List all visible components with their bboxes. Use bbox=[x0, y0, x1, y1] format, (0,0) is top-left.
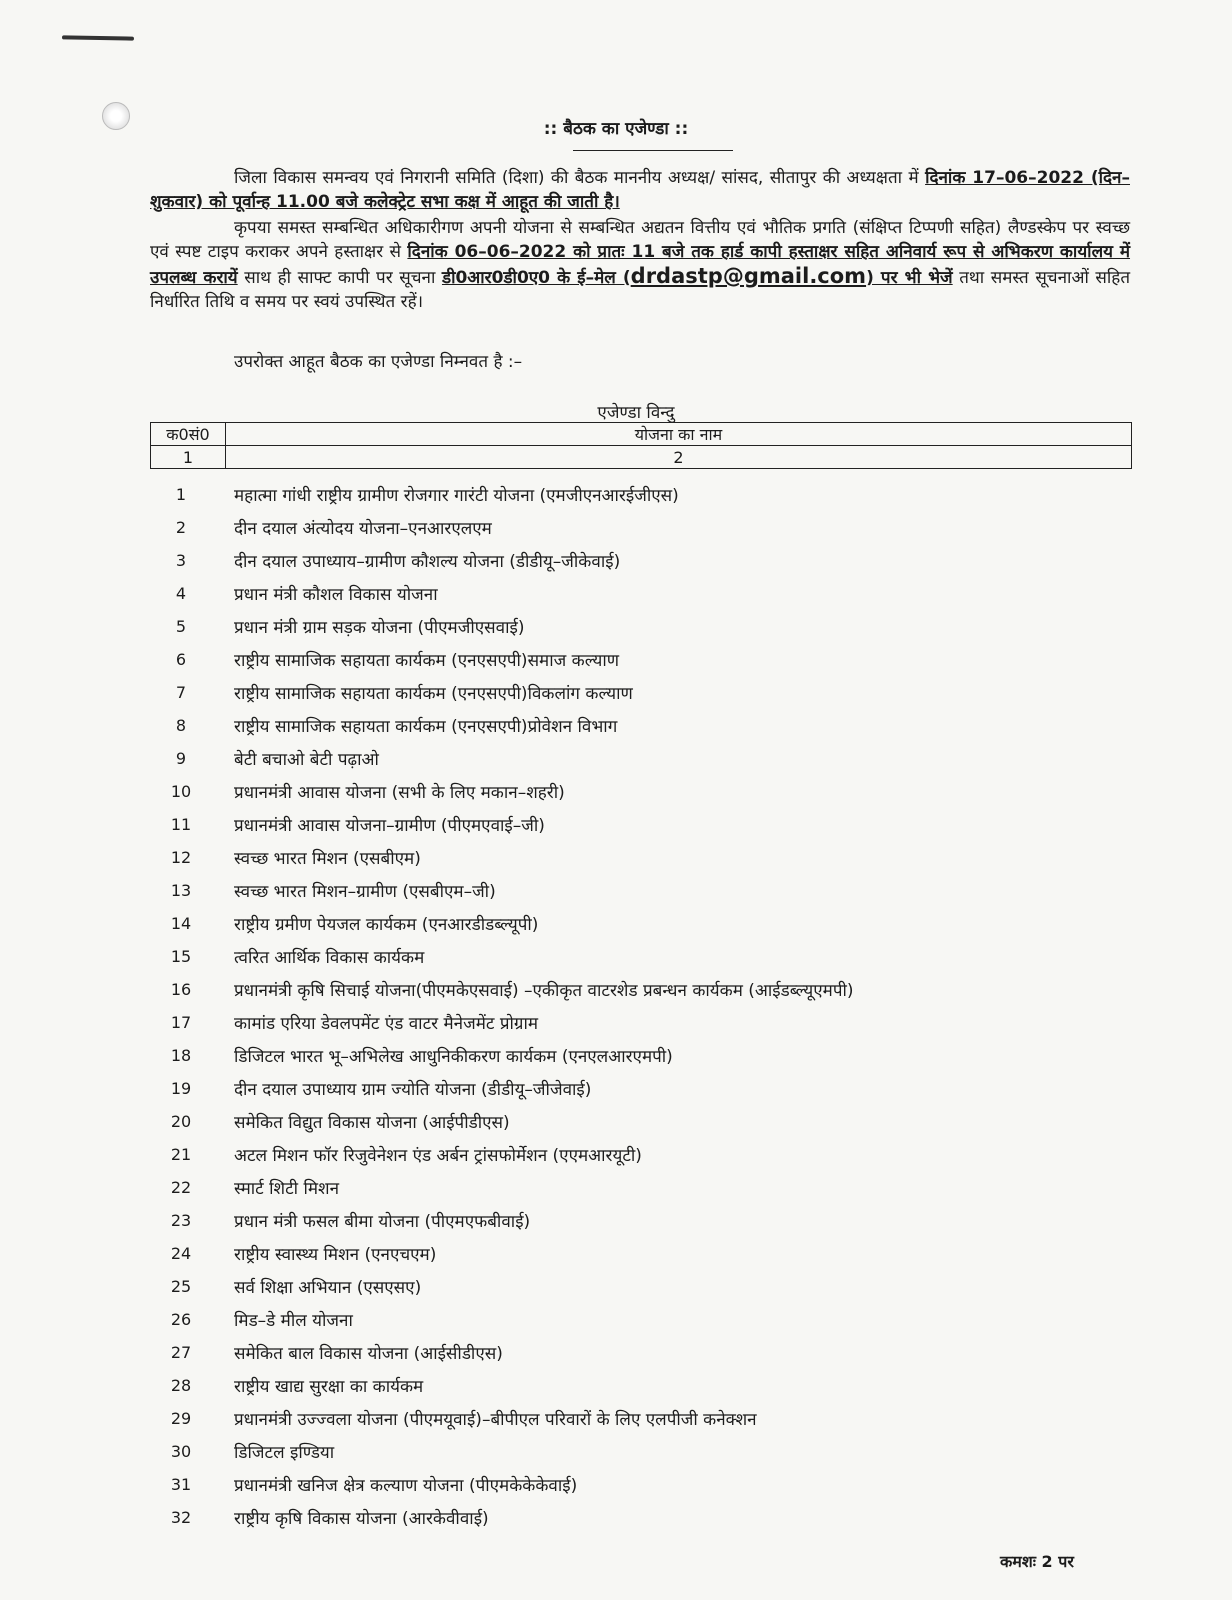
list-item bbox=[150, 742, 1130, 775]
item-name: अटल मिशन फॉर रिजुवेनेशन एंड अर्बन ट्रांसफोर्मेशन (एएमआरयूटी) bbox=[234, 1146, 642, 1166]
item-number: 10 bbox=[170, 782, 192, 801]
instruction-text-b: साथ ही साफ्ट कापी पर सूचना bbox=[237, 268, 442, 288]
item-number: 19 bbox=[170, 1079, 192, 1098]
item-name: समेकित विद्युत विकास योजना (आईपीडीएस) bbox=[234, 1113, 510, 1133]
email-prefix: डी0आर0डी0ए0 के ई–मेल ( bbox=[441, 268, 631, 288]
item-number: 2 bbox=[175, 518, 187, 537]
item-number: 11 bbox=[170, 815, 192, 834]
list-item bbox=[150, 841, 1130, 874]
list-item bbox=[150, 544, 1130, 577]
agenda-heading-text: एजेण्डा विन्दु bbox=[597, 403, 675, 423]
list-item bbox=[150, 478, 1130, 511]
item-number: 25 bbox=[170, 1277, 192, 1296]
item-name: प्रधानमंत्री आवास योजना–ग्रामीण (पीएमएवाई–जी) bbox=[234, 816, 545, 836]
page-title: :: बैठक का एजेण्डा :: bbox=[543, 119, 689, 139]
item-number: 26 bbox=[170, 1310, 192, 1329]
item-name: राष्ट्रीय ग्रमीण पेयजल कार्यकम (एनआरडीडब्ल्यूपी) bbox=[234, 915, 539, 935]
list-item bbox=[150, 1468, 1130, 1501]
list-item bbox=[150, 1237, 1130, 1270]
list-item bbox=[150, 610, 1130, 643]
col-scheme-header: योजना का नाम bbox=[226, 423, 1132, 446]
item-name: राष्ट्रीय कृषि विकास योजना (आरकेवीवाई) bbox=[234, 1509, 489, 1529]
item-number: 30 bbox=[170, 1442, 192, 1461]
list-item bbox=[150, 643, 1130, 676]
item-number: 6 bbox=[175, 650, 187, 669]
list-item bbox=[150, 1072, 1130, 1105]
item-number: 15 bbox=[170, 947, 192, 966]
item-name: स्मार्ट शिटी मिशन bbox=[234, 1179, 340, 1199]
email-suffix: ) पर भी भेजें bbox=[866, 268, 953, 288]
list-item bbox=[150, 511, 1130, 544]
scan-pen-mark bbox=[62, 35, 134, 40]
item-number: 28 bbox=[170, 1376, 192, 1395]
item-name: राष्ट्रीय सामाजिक सहायता कार्यकम (एनएसएपी)समाज कल्याण bbox=[234, 651, 620, 671]
item-number: 14 bbox=[170, 914, 192, 933]
item-name: स्वच्छ भारत मिशन (एसबीएम) bbox=[234, 849, 421, 869]
list-item bbox=[150, 1039, 1130, 1072]
list-item bbox=[150, 1336, 1130, 1369]
col-serial-header: क0सं0 bbox=[151, 423, 226, 446]
item-name: डिजिटल भारत भू–अभिलेख आधुनिकीकरण कार्यकम (एनएलआरएमपी) bbox=[234, 1047, 673, 1067]
list-item bbox=[150, 940, 1130, 973]
item-name: प्रधानमंत्री उज्ज्वला योजना (पीएमयूवाई)–बीपीएल परिवारों के लिए एलपीजी कनेक्शन bbox=[234, 1410, 757, 1430]
list-item bbox=[150, 874, 1130, 907]
item-name: सर्व शिक्षा अभियान (एसएसए) bbox=[234, 1278, 422, 1298]
agenda-heading bbox=[0, 400, 1232, 423]
item-number: 21 bbox=[170, 1145, 192, 1164]
item-number: 17 bbox=[170, 1013, 192, 1032]
item-number: 4 bbox=[175, 584, 187, 603]
item-name: प्रधान मंत्री ग्राम सड़क योजना (पीएमजीएसवाई) bbox=[234, 618, 525, 638]
list-item bbox=[150, 577, 1130, 610]
agenda-table-header bbox=[150, 422, 1132, 469]
deadline-text: दिनांक 06–06–2022 को प्रातः 11 बजे तक हार्ड कापी हस्ताक्षर सहित अनिवार्य रूप से अभिकरण कार्यालय में उपलब्ध करायें bbox=[150, 242, 1131, 288]
list-item bbox=[150, 1501, 1130, 1534]
item-name: बेटी बचाओ बेटी पढ़ाओ bbox=[234, 750, 379, 770]
list-item bbox=[150, 808, 1130, 841]
item-name: डिजिटल इण्डिया bbox=[234, 1443, 335, 1463]
item-number: 32 bbox=[170, 1508, 192, 1527]
list-item bbox=[150, 1006, 1130, 1039]
list-item bbox=[150, 1204, 1130, 1237]
item-number: 9 bbox=[175, 749, 187, 768]
agenda-list bbox=[150, 478, 1130, 1534]
list-item bbox=[150, 1105, 1130, 1138]
list-item bbox=[150, 1303, 1130, 1336]
item-name: प्रधानमंत्री खनिज क्षेत्र कल्याण योजना (पीएमकेकेकेवाई) bbox=[234, 1476, 578, 1496]
item-number: 5 bbox=[175, 617, 187, 636]
continued-note: कमशः 2 पर bbox=[1000, 1552, 1074, 1571]
item-name: राष्ट्रीय सामाजिक सहायता कार्यकम (एनएसएपी)विकलांग कल्याण bbox=[234, 684, 633, 704]
item-name: राष्ट्रीय खाद्य सुरक्षा का कार्यकम bbox=[234, 1377, 424, 1397]
list-item bbox=[150, 1402, 1130, 1435]
item-name: दीन दयाल उपाध्याय–ग्रामीण कौशल्य योजना (डीडीयू–जीकेवाई) bbox=[234, 552, 621, 572]
list-item bbox=[150, 1171, 1130, 1204]
title-underline bbox=[573, 150, 733, 151]
list-item bbox=[150, 1369, 1130, 1402]
item-number: 8 bbox=[175, 716, 187, 735]
item-number: 22 bbox=[170, 1178, 192, 1197]
list-item bbox=[150, 1270, 1130, 1303]
item-name: महात्मा गांधी राष्ट्रीय ग्रामीण रोजगार गारंटी योजना (एमजीएनआरईजीएस) bbox=[234, 486, 679, 506]
agenda-intro-text: उपरोक्त आहूत बैठक का एजेण्डा निम्नवत है :– bbox=[234, 352, 523, 372]
list-item bbox=[150, 907, 1130, 940]
item-name: प्रधान मंत्री कौशल विकास योजना bbox=[234, 585, 438, 605]
item-number: 24 bbox=[170, 1244, 192, 1263]
item-name: मिड–डे मील योजना bbox=[234, 1311, 353, 1331]
list-item bbox=[150, 1435, 1130, 1468]
email-address: drdastp@gmail.com bbox=[630, 264, 867, 288]
list-item bbox=[150, 676, 1130, 709]
instruction-text-a: कृपया समस्त सम्बन्धित अधिकारीगण अपनी योजना से सम्बन्धित अद्यतन वित्तीय एवं भौतिक प्रगति (संक्षिप्त टिप्पणी सहित) लैण्डस्केप पर स्वच्छ एवं स्पष्ट टाइप कराकर अपने हस्ताक्षर से bbox=[150, 218, 1130, 262]
item-name: प्रधानमंत्री कृषि सिचाई योजना(पीएमकेएसवाई) –एकीकृत वाटरशेड प्रबन्धन कार्यकम (आईडब्ल्यूएमपी) bbox=[234, 981, 854, 1001]
item-number: 13 bbox=[170, 881, 192, 900]
item-number: 18 bbox=[170, 1046, 192, 1065]
item-name: प्रधानमंत्री आवास योजना (सभी के लिए मकान–शहरी) bbox=[234, 783, 565, 803]
item-number: 23 bbox=[170, 1211, 192, 1230]
list-item bbox=[150, 709, 1130, 742]
item-number: 29 bbox=[170, 1409, 192, 1428]
meeting-date-text: दिनांक 17–06–2022 (दिन–शुकवार) को पूर्वान्ह 11.00 बजे कलेक्ट्रेट सभा कक्ष में आहूत की जाती है। bbox=[150, 168, 1130, 212]
item-name: समेकित बाल विकास योजना (आईसीडीएस) bbox=[234, 1344, 503, 1364]
item-name: त्वरित आर्थिक विकास कार्यकम bbox=[234, 948, 425, 968]
item-number: 3 bbox=[175, 551, 187, 570]
list-item bbox=[150, 973, 1130, 1006]
item-name: स्वच्छ भारत मिशन–ग्रामीण (एसबीएम–जी) bbox=[234, 882, 496, 902]
instruction-paragraph bbox=[150, 216, 1130, 314]
item-number: 31 bbox=[170, 1475, 192, 1494]
item-number: 20 bbox=[170, 1112, 192, 1131]
intro-paragraph bbox=[150, 166, 1130, 214]
item-number: 7 bbox=[175, 683, 187, 702]
item-number: 16 bbox=[170, 980, 192, 999]
intro-text: जिला विकास समन्वय एवं निगरानी समिति (दिशा) की बैठक माननीय अध्यक्ष/ सांसद, सीतापुर की अध्यक्षता में bbox=[234, 168, 926, 188]
item-name: दीन दयाल उपाध्याय ग्राम ज्योति योजना (डीडीयू–जीजेवाई) bbox=[234, 1080, 592, 1100]
list-item bbox=[150, 1138, 1130, 1171]
instruction-text-c: तथा समस्त सूचनाओं सहित निर्धारित तिथि व समय पर स्वयं उपस्थित रहें। bbox=[150, 268, 1131, 312]
col-serial-number: 1 bbox=[151, 446, 226, 469]
agenda-intro bbox=[150, 350, 1130, 374]
item-name: कामांड एरिया डेवलपमेंट एंड वाटर मैनेजमेंट प्रोग्राम bbox=[234, 1014, 539, 1034]
item-name: राष्ट्रीय सामाजिक सहायता कार्यकम (एनएसएपी)प्रोवेशन विभाग bbox=[234, 717, 618, 737]
item-number: 12 bbox=[170, 848, 192, 867]
item-name: राष्ट्रीय स्वास्थ्य मिशन (एनएचएम) bbox=[234, 1245, 437, 1265]
item-name: प्रधान मंत्री फसल बीमा योजना (पीएमएफबीवाई) bbox=[234, 1212, 531, 1232]
item-number: 1 bbox=[175, 485, 187, 504]
list-item bbox=[150, 775, 1130, 808]
item-name: दीन दयाल अंत्योदय योजना–एनआरएलएम bbox=[234, 519, 492, 539]
item-number: 27 bbox=[170, 1343, 192, 1362]
col-scheme-number: 2 bbox=[226, 446, 1132, 469]
